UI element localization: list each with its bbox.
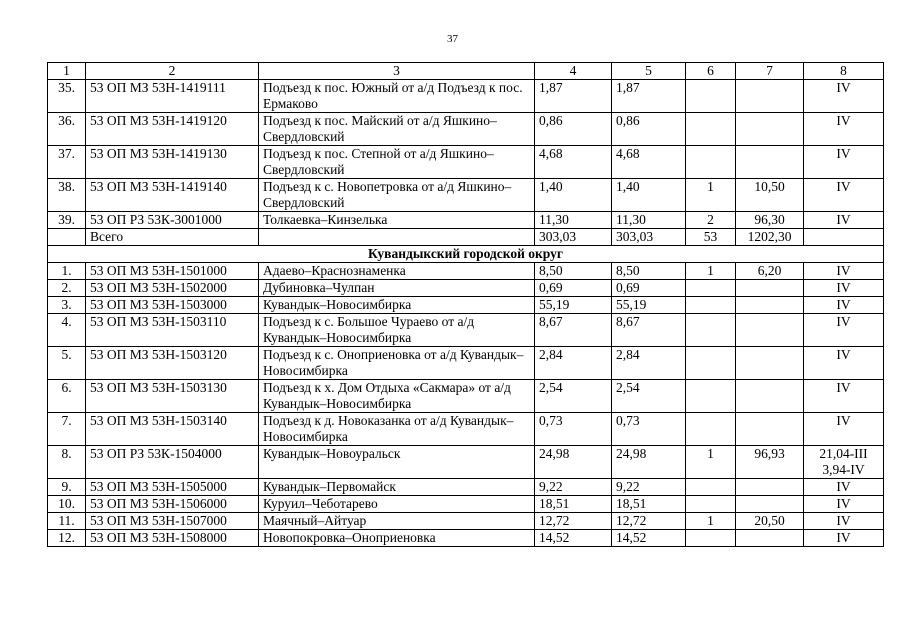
table-row	[48, 80, 884, 113]
row-number: 11.	[48, 513, 86, 530]
bridges-count: 1	[686, 446, 736, 479]
total-length: 303,03	[535, 229, 612, 246]
bridges-count	[686, 280, 736, 297]
length-surface: 12,72	[612, 513, 686, 530]
length-total: 4,68	[535, 146, 612, 179]
total-blank	[259, 229, 535, 246]
length-surface: 55,19	[612, 297, 686, 314]
row-number: 5.	[48, 347, 86, 380]
road-category: IV	[804, 80, 884, 113]
bridges-length	[736, 80, 804, 113]
length-total: 1,87	[535, 80, 612, 113]
row-number: 39.	[48, 212, 86, 229]
bridges-count	[686, 380, 736, 413]
road-code: 53 ОП МЗ 53Н-1505000	[86, 479, 259, 496]
length-total: 2,84	[535, 347, 612, 380]
road-category: IV	[804, 347, 884, 380]
section-heading: Кувандыкский городской округ	[48, 246, 884, 263]
bridges-length	[736, 280, 804, 297]
total-surface: 303,03	[612, 229, 686, 246]
length-total: 18,51	[535, 496, 612, 513]
length-total: 2,54	[535, 380, 612, 413]
road-code: 53 ОП МЗ 53Н-1419130	[86, 146, 259, 179]
table-row	[48, 380, 884, 413]
bridges-length	[736, 297, 804, 314]
table-row	[48, 413, 884, 446]
road-category: IV	[804, 530, 884, 547]
table-row	[48, 446, 884, 479]
total-bridges-count: 53	[686, 229, 736, 246]
length-surface: 2,54	[612, 380, 686, 413]
road-code: 53 ОП МЗ 53Н-1508000	[86, 530, 259, 547]
bridges-count	[686, 297, 736, 314]
row-number: 10.	[48, 496, 86, 513]
bridges-count	[686, 530, 736, 547]
length-total: 12,72	[535, 513, 612, 530]
page-number: 37	[447, 33, 458, 45]
header-cell: 7	[736, 63, 804, 80]
length-total: 0,69	[535, 280, 612, 297]
bridges-length: 20,50	[736, 513, 804, 530]
bridges-length	[736, 146, 804, 179]
length-total: 0,73	[535, 413, 612, 446]
road-category-part: 3,94-IV	[822, 462, 865, 477]
length-total: 8,50	[535, 263, 612, 280]
road-category: IV	[804, 280, 884, 297]
bridges-length	[736, 113, 804, 146]
road-name: Подъезд к д. Новоказанка от а/д Кувандык–Новосимбирка	[259, 413, 535, 446]
bridges-length	[736, 380, 804, 413]
row-number: 1.	[48, 263, 86, 280]
road-code: 53 ОП МЗ 53Н-1507000	[86, 513, 259, 530]
header-cell: 3	[259, 63, 535, 80]
length-surface: 14,52	[612, 530, 686, 547]
road-name: Подъезд к х. Дом Отдыха «Сакмара» от а/д Кувандык–Новосимбирка	[259, 380, 535, 413]
table-row	[48, 113, 884, 146]
row-number: 35.	[48, 80, 86, 113]
row-number: 8.	[48, 446, 86, 479]
road-code: 53 ОП МЗ 53Н-1503130	[86, 380, 259, 413]
bridges-length: 6,20	[736, 263, 804, 280]
roads-table	[47, 62, 884, 547]
row-number: 2.	[48, 280, 86, 297]
bridges-length: 96,93	[736, 446, 804, 479]
road-code: 53 ОП РЗ 53К-1504000	[86, 446, 259, 479]
road-code: 53 ОП МЗ 53Н-1502000	[86, 280, 259, 297]
road-category: IV	[804, 113, 884, 146]
header-cell: 2	[86, 63, 259, 80]
road-name: Адаево–Краснознаменка	[259, 263, 535, 280]
road-category-part: 21,04-III	[819, 446, 868, 461]
bridges-length	[736, 530, 804, 547]
bridges-count	[686, 80, 736, 113]
length-total: 11,30	[535, 212, 612, 229]
road-code: 53 ОП МЗ 53Н-1419140	[86, 179, 259, 212]
section-heading-row	[48, 246, 884, 263]
length-surface: 2,84	[612, 347, 686, 380]
row-number: 6.	[48, 380, 86, 413]
road-name: Толкаевка–Кинзелька	[259, 212, 535, 229]
table-row	[48, 297, 884, 314]
road-name: Кувандык–Новосимбирка	[259, 297, 535, 314]
bridges-length	[736, 347, 804, 380]
header-cell: 5	[612, 63, 686, 80]
road-code: 53 ОП МЗ 53Н-1501000	[86, 263, 259, 280]
road-name: Куруил–Чеботарево	[259, 496, 535, 513]
road-code: 53 ОП МЗ 53Н-1503000	[86, 297, 259, 314]
road-category: IV	[804, 314, 884, 347]
bridges-length	[736, 496, 804, 513]
road-code: 53 ОП МЗ 53Н-1503120	[86, 347, 259, 380]
road-name: Подъезд к с. Большое Чураево от а/д Кувандык–Новосимбирка	[259, 314, 535, 347]
length-surface: 8,50	[612, 263, 686, 280]
total-row	[48, 229, 884, 246]
length-surface: 0,73	[612, 413, 686, 446]
road-code: 53 ОП РЗ 53К-3001000	[86, 212, 259, 229]
road-category: IV	[804, 496, 884, 513]
road-category: IV	[804, 179, 884, 212]
length-surface: 4,68	[612, 146, 686, 179]
road-name: Подъезд к пос. Южный от а/д Подъезд к пос. Ермаково	[259, 80, 535, 113]
table-row	[48, 212, 884, 229]
header-row	[48, 63, 884, 80]
road-name: Новопокровка–Оноприеновка	[259, 530, 535, 547]
road-name: Кувандык–Первомайск	[259, 479, 535, 496]
length-total: 55,19	[535, 297, 612, 314]
road-code: 53 ОП МЗ 53Н-1419111	[86, 80, 259, 113]
length-surface: 0,69	[612, 280, 686, 297]
bridges-count	[686, 113, 736, 146]
bridges-count	[686, 496, 736, 513]
length-total: 0,86	[535, 113, 612, 146]
length-surface: 1,87	[612, 80, 686, 113]
road-name: Подъезд к пос. Степной от а/д Яшкино–Свердловский	[259, 146, 535, 179]
bridges-length: 10,50	[736, 179, 804, 212]
header-cell: 6	[686, 63, 736, 80]
total-label: Всего	[86, 229, 259, 246]
length-surface: 0,86	[612, 113, 686, 146]
table-row	[48, 513, 884, 530]
total-bridges-length: 1202,30	[736, 229, 804, 246]
road-code: 53 ОП МЗ 53Н-1503110	[86, 314, 259, 347]
row-number: 37.	[48, 146, 86, 179]
row-number: 4.	[48, 314, 86, 347]
road-name: Маячный–Айтуар	[259, 513, 535, 530]
bridges-count	[686, 347, 736, 380]
total-blank	[48, 229, 86, 246]
road-name: Дубиновка–Чулпан	[259, 280, 535, 297]
bridges-length	[736, 479, 804, 496]
row-number: 36.	[48, 113, 86, 146]
length-total: 1,40	[535, 179, 612, 212]
row-number: 3.	[48, 297, 86, 314]
bridges-count	[686, 479, 736, 496]
table-row	[48, 146, 884, 179]
table-row	[48, 530, 884, 547]
road-category: IV	[804, 380, 884, 413]
road-category: IV	[804, 513, 884, 530]
table-row	[48, 347, 884, 380]
road-category: IV	[804, 297, 884, 314]
length-surface: 24,98	[612, 446, 686, 479]
road-code: 53 ОП МЗ 53Н-1506000	[86, 496, 259, 513]
row-number: 38.	[48, 179, 86, 212]
road-category: IV	[804, 212, 884, 229]
length-total: 8,67	[535, 314, 612, 347]
bridges-count: 1	[686, 513, 736, 530]
header-cell: 4	[535, 63, 612, 80]
bridges-count	[686, 146, 736, 179]
road-category: IV	[804, 263, 884, 280]
road-name: Подъезд к с. Новопетровка от а/д Яшкино–Свердловский	[259, 179, 535, 212]
table-row	[48, 280, 884, 297]
bridges-count	[686, 413, 736, 446]
road-name: Кувандык–Новоуральск	[259, 446, 535, 479]
length-total: 9,22	[535, 479, 612, 496]
row-number: 7.	[48, 413, 86, 446]
road-category: IV	[804, 146, 884, 179]
bridges-count: 2	[686, 212, 736, 229]
bridges-count: 1	[686, 179, 736, 212]
road-category: IV	[804, 479, 884, 496]
road-name: Подъезд к с. Оноприеновка от а/д Кувандык–Новосимбирка	[259, 347, 535, 380]
length-total: 24,98	[535, 446, 612, 479]
bridges-length: 96,30	[736, 212, 804, 229]
table-row	[48, 496, 884, 513]
total-blank	[804, 229, 884, 246]
bridges-count	[686, 314, 736, 347]
table-row	[48, 263, 884, 280]
bridges-count: 1	[686, 263, 736, 280]
road-code: 53 ОП МЗ 53Н-1419120	[86, 113, 259, 146]
length-surface: 9,22	[612, 479, 686, 496]
table-row	[48, 179, 884, 212]
length-surface: 8,67	[612, 314, 686, 347]
length-surface: 1,40	[612, 179, 686, 212]
row-number: 12.	[48, 530, 86, 547]
table-row	[48, 314, 884, 347]
header-cell: 1	[48, 63, 86, 80]
length-total: 14,52	[535, 530, 612, 547]
length-surface: 11,30	[612, 212, 686, 229]
road-category: IV	[804, 413, 884, 446]
length-surface: 18,51	[612, 496, 686, 513]
road-category	[804, 446, 884, 479]
table-row	[48, 479, 884, 496]
bridges-length	[736, 314, 804, 347]
road-name: Подъезд к пос. Майский от а/д Яшкино–Свердловский	[259, 113, 535, 146]
bridges-length	[736, 413, 804, 446]
road-code: 53 ОП МЗ 53Н-1503140	[86, 413, 259, 446]
row-number: 9.	[48, 479, 86, 496]
header-cell: 8	[804, 63, 884, 80]
